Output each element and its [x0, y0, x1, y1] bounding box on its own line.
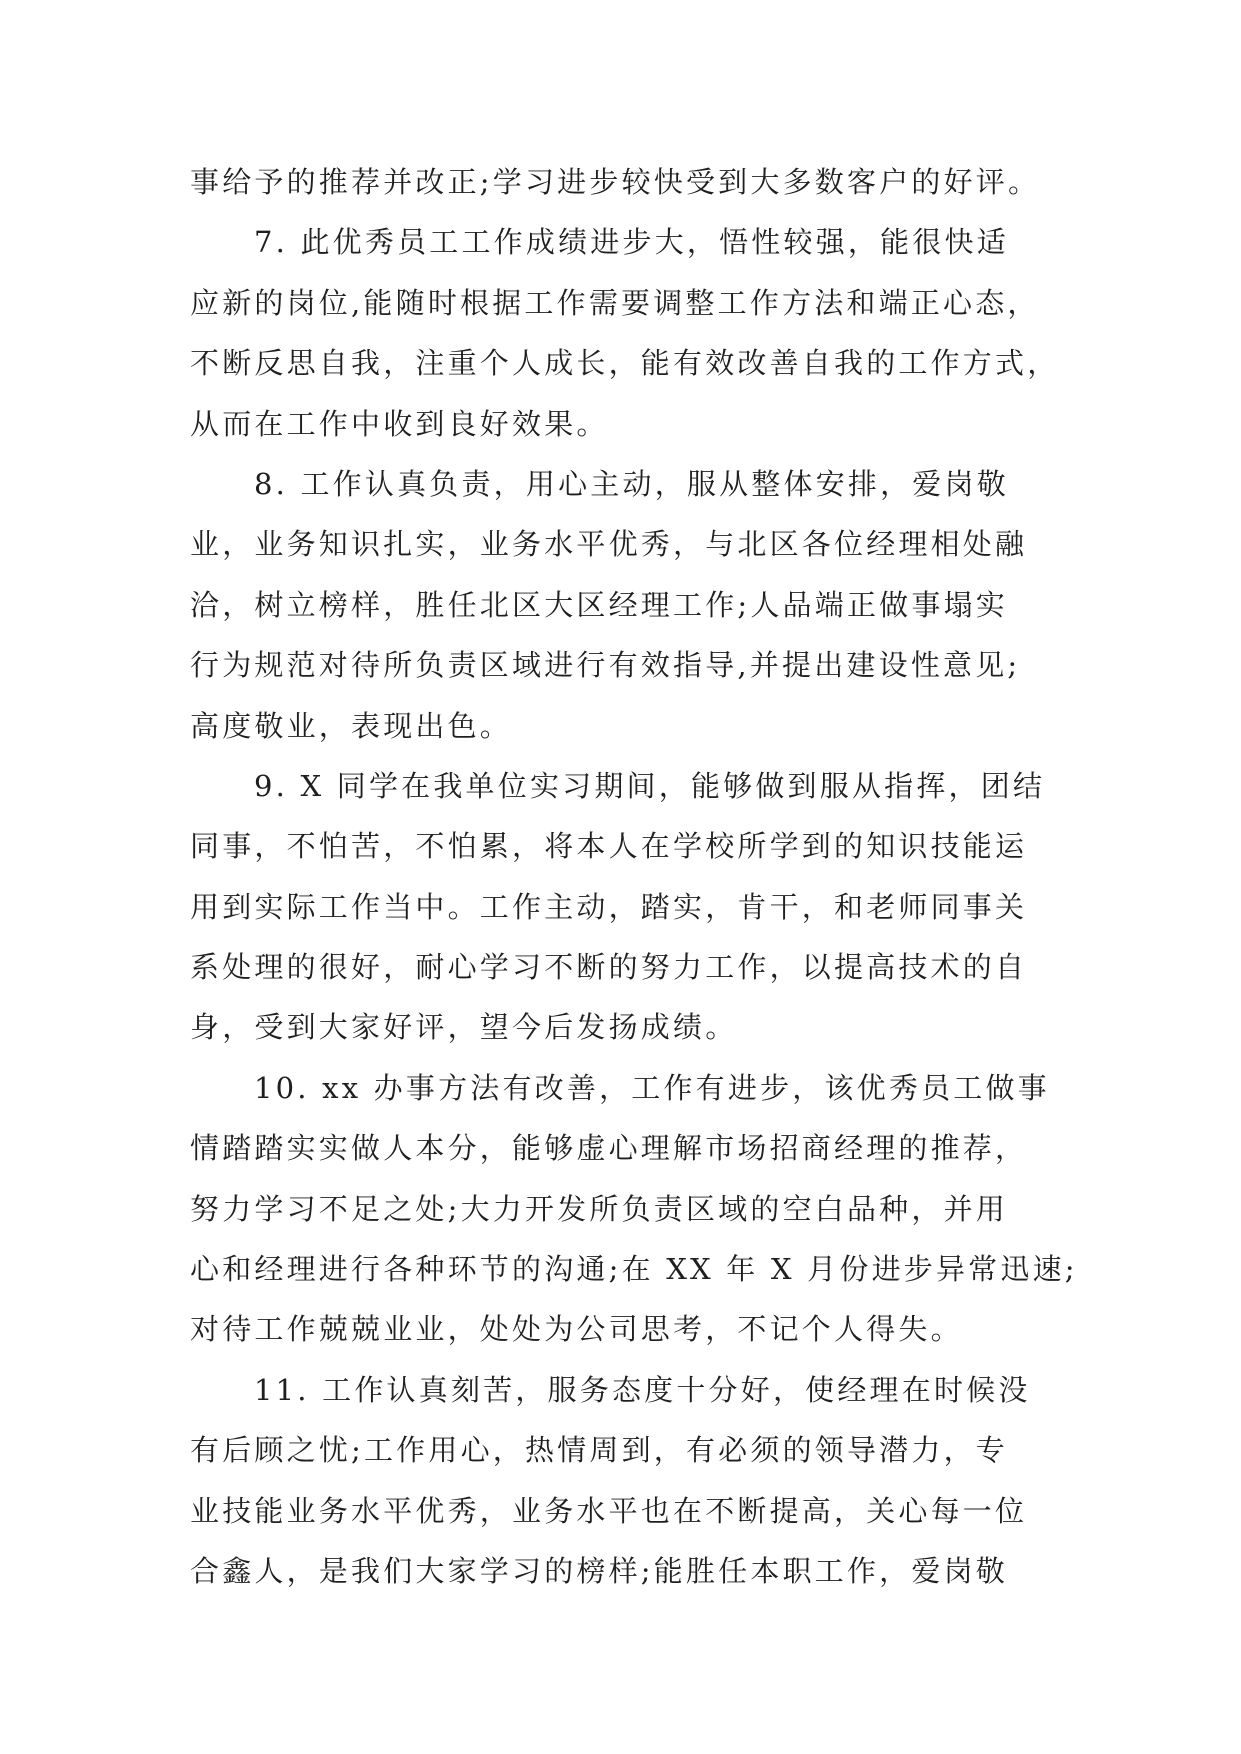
text-line: 事给予的推荐并改正;学习进步较快受到大多数客户的好评。: [190, 165, 1041, 199]
text-line: 对待工作兢兢业业，处处为公司思考，不记个人得失。: [190, 1312, 963, 1347]
text-line: 不断反思自我，注重个人成长，能有效改善自我的工作方式，: [190, 346, 1060, 381]
text-line: 情踏踏实实做人本分，能够虚心理解市场招商经理的推荐，: [190, 1131, 1028, 1166]
text-line: 努力学习不足之处;大力开发所负责区域的空白品种，并用: [190, 1191, 1008, 1226]
text-line: 应新的岗位,能随时根据工作需要调整工作方法和端正心态，: [190, 285, 1040, 320]
text-line: 从而在工作中收到良好效果。: [190, 406, 609, 441]
text-line: 高度敬业，表现出色。: [190, 708, 513, 743]
text-line: 业，业务知识扎实，业务水平优秀，与北区各位经理相处融: [190, 527, 1028, 562]
text-line: 洽，树立榜样，胜任北区大区经理工作;人品端正做事塌实: [190, 587, 1008, 622]
text-line: 同事，不怕苦，不怕累，将本人在学校所学到的知识技能运: [190, 829, 1028, 864]
document-body: [190, 152, 1078, 1601]
text-line: 身，受到大家好评，望今后发扬成绩。: [190, 1010, 738, 1045]
text-line: 合鑫人，是我们大家学习的榜样;能胜任本职工作，爱岗敬: [190, 1553, 1008, 1588]
text-line: 系处理的很好，耐心学习不断的努力工作，以提高技术的自: [190, 950, 1028, 985]
text-line: 业技能业务水平优秀，业务水平也在不断提高，关心每一位: [190, 1493, 1028, 1528]
text-line: 8. 工作认真负责，用心主动，服从整体安排，爱岗敬: [254, 466, 1009, 501]
text-line: 心和经理进行各种环节的沟通;在 XX 年 X 月份进步异常迅速;: [190, 1252, 1078, 1287]
text-line: 11. 工作认真刻苦，服务态度十分好，使经理在时候没: [254, 1372, 1031, 1407]
text-line: 10. xx 办事方法有改善，工作有进步，该优秀员工做事: [254, 1070, 1050, 1105]
text-line: 行为规范对待所负责区域进行有效指导,并提出建设性意见;: [190, 648, 1021, 683]
text-line: 用到实际工作当中。工作主动，踏实，肯干，和老师同事关: [190, 889, 1028, 924]
text-line: 9. X 同学在我单位实习期间，能够做到服从指挥，团结: [254, 768, 1046, 803]
text-line: 有后顾之忧;工作用心，热情周到，有必须的领导潜力，专: [190, 1433, 1008, 1468]
text-line: 7. 此优秀员工工作成绩进步大，悟性较强，能很快适: [254, 225, 1009, 260]
